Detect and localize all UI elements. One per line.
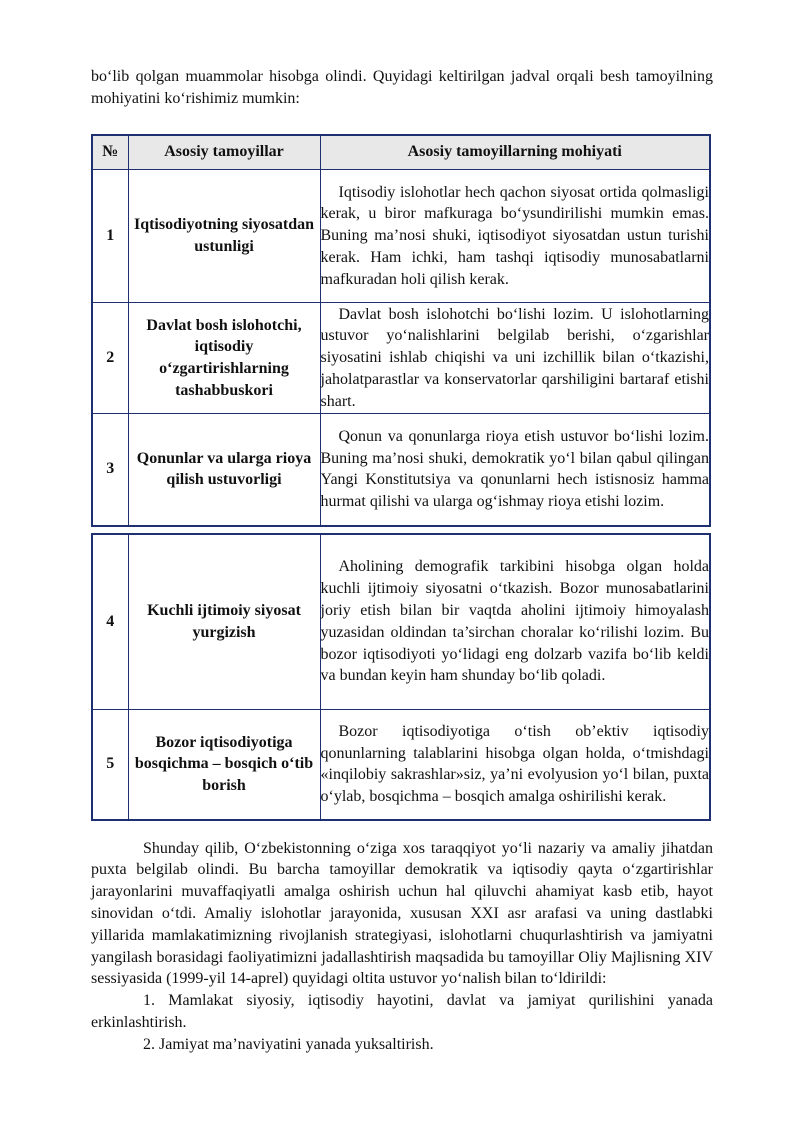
row-number: 5 [92,710,128,820]
row-number: 2 [92,303,128,414]
document-page [91,66,713,1056]
table-row [92,710,710,820]
row-number: 1 [92,170,128,303]
principle-cell: Iqtisodiyotning siyosatdan ustunligi [128,170,320,303]
principle-cell: Qonunlar va ularga rioya qilish ustuvorligi [128,414,320,526]
table-row [92,414,710,526]
body-paragraph: Shunday qilib, O‘zbekistonning o‘ziga xos taraqqiyot yo‘li nazariy va amaliy jihatdan puxta belgilab olindi. Bu barcha tamoyillar demokratik va iqtisodiy qayta o‘zgartirishlar jarayonlarini muvaffaqiyatli amalga oshirish uchun hal qiluvchi ahamiyat kasb etib, hayot sinovidan o‘tdi. Amaliy islohotlar jarayonida, xususan XXI asr arafasi va uning dastlabki yillarida mamlakatimizning rivojlanish strategiyasi, islohotlarni chuqurlashtirish va jamiyatni yangilash borasidagi faoliyatimizni jadallashtirish maqsadida bu tamoyillar Oliy Majlisning XIV sessiyasida (1999-yil 14-aprel) quyidagi oltita ustuvor yo‘nalish bilan to‘ldirildi: [91,839,713,988]
header-essence: Asosiy tamoyillarning mohiyati [320,135,710,170]
header-number: № [92,135,128,170]
essence-text: Davlat bosh islohotchi bo‘lishi lozim. U islohotlarning ustuvor yo‘nalishlarini belgilab berishi, o‘zgarishlar siyosatini ishlab chiqishi va uni izchillik bilan o‘tkazishi, jaholatparastlar va konservatorlar qarshiligini bartaraf etishi shart. [320,305,709,410]
header-principles: Asosiy tamoyillar [128,135,320,170]
essence-text: Qonun va qonunlarga rioya etish ustuvor bo‘lishi lozim. Buning ma’nosi shuki, demokratik yo‘l bilan qabul qilingan Yangi Konstitutsiya va qonunlarni hech istisnosiz hamma hurmat qilishi va ularga og‘ishmay rioya etishi lozim. [320,427,709,511]
table-header-row [92,135,710,170]
essence-cell [320,170,710,303]
row-number: 3 [92,414,128,526]
list-item: 1. Mamlakat siyosiy, iqtisodiy hayotini, davlat va jamiyat qurilishini yanada erkinlashtirish. [91,992,713,1031]
table-row [92,303,710,414]
row-number: 4 [92,534,128,710]
essence-cell [320,414,710,526]
table-row [92,170,710,303]
essence-cell [320,534,710,710]
essence-text: Iqtisodiy islohotlar hech qachon siyosat ortida qolmasligi kerak, u biror mafkuraga bo‘ysundirilishi mumkin emas. Buning ma’nosi shuki, iqtisodiyot siyosatdan ustun turishi kerak. Ham ichki, ham tashqi iqtisodiy munosabatlarni mafkuradan holi qilish kerak. [320,183,709,288]
principles-table [91,134,711,527]
essence-text: Bozor iqtisodiyotiga o‘tish ob’ektiv iqtisodiy qonunlarning talablarini hisobga olgan holda, o‘tmishdagi «inqilobiy sakrashlar»siz, ya’ni evolyusion yo‘l bilan, puxta o‘ylab, bosqichma – bosqich amalga oshirilishi kerak. [320,722,709,806]
intro-paragraph: bo‘lib qolgan muammolar hisobga olindi. Quyidagi keltirilgan jadval orqali besh tamoyilning mohiyatini ko‘rishimiz mumkin: [91,68,713,107]
principles-table-continued [91,533,711,821]
essence-cell [320,303,710,414]
essence-cell [320,710,710,820]
principle-cell: Kuchli ijtimoiy siyosat yurgizish [128,534,320,710]
table-row [92,534,710,710]
list-item: 2. Jamiyat ma’naviyatini yanada yuksaltirish. [143,1035,434,1053]
essence-text: Aholining demografik tarkibini hisobga olgan holda kuchli ijtimoiy siyosatni o‘tkazish. Bozor munosabatlarini joriy etish bilan bir vaqtda aholini ijtimoiy himoyalash yuzasidan oldindan ta’sirchan choralar ko‘rilishi lozim. Bu bozor iqtisodiyoti yo‘lidagi eng dolzarb vazifa bo‘lib keldi va bundan keyin ham shunday bo‘lib qoladi. [320,558,709,685]
principle-cell: Bozor iqtisodiyotiga bosqichma – bosqich o‘tib borish [128,710,320,820]
principle-cell: Davlat bosh islohotchi, iqtisodiy o‘zgartirishlarning tashabbuskori [128,303,320,414]
